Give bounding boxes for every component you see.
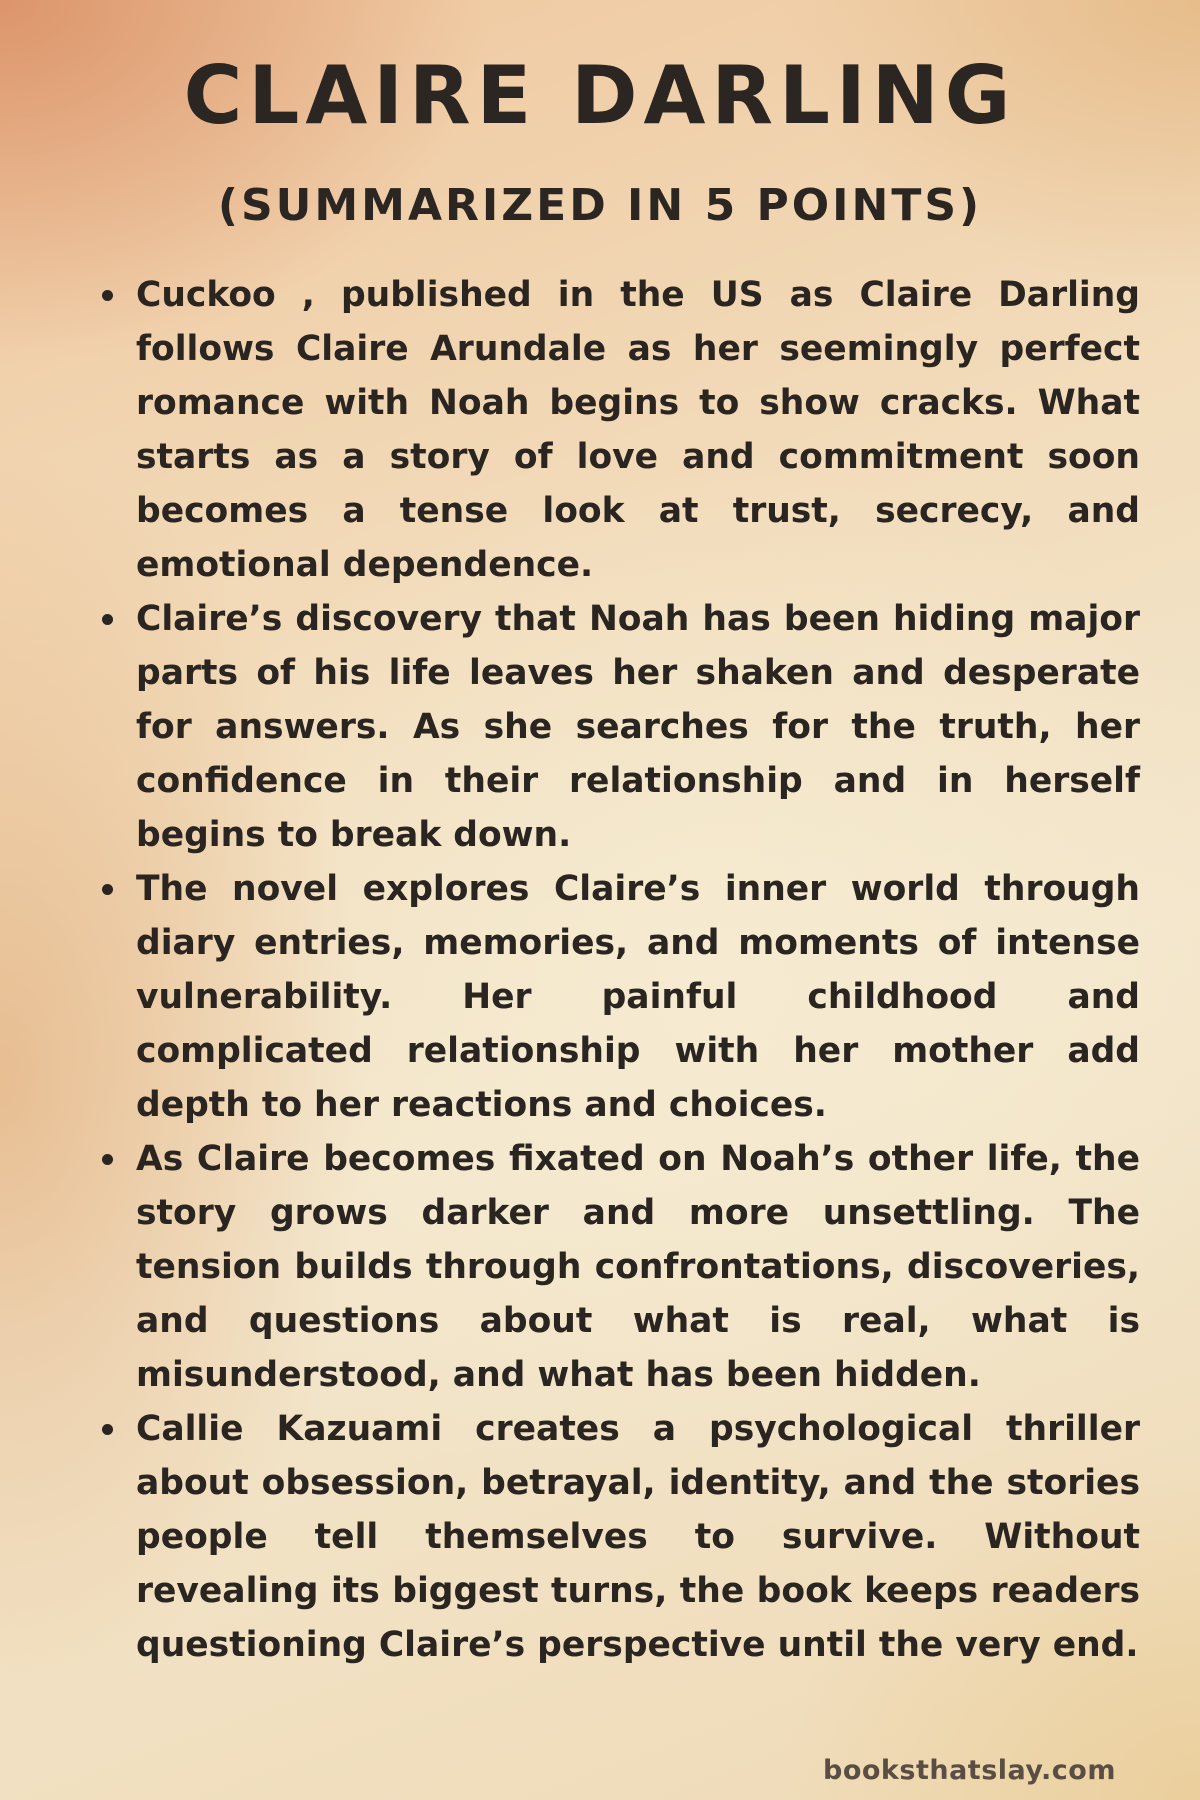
page-title: CLAIRE DARLING (183, 49, 1017, 142)
summary-point-1 (136, 268, 1140, 592)
summary-point-4 (136, 1132, 1140, 1402)
summary-point-text: Cuckoo , published in the US as Claire Darling follows Claire Arundale as her seemingly perfect romance with Noah begins to show cracks. What starts as a story of love and commitment soon becomes a tense look at trust, secrecy, and emotional dependence. (136, 275, 1140, 585)
summary-point-3 (136, 862, 1140, 1132)
summary-points-list (96, 268, 1140, 1672)
bullet-icon (102, 614, 113, 625)
summary-point-text: The novel explores Claire’s inner world through diary entries, memories, and moments of intense vulnerability. Her painful childhood and complicated relationship with her mother add depth to her reactions and choices. (136, 869, 1140, 1125)
bullet-icon (102, 290, 113, 301)
site-watermark: booksthatslay.com (823, 1755, 1116, 1786)
summary-point-text: Callie Kazuami creates a psychological thriller about obsession, betrayal, identity, and the stories people tell themselves to survive. Without revealing its biggest turns, the book keeps readers questioning Claire’s perspective until the very end. (136, 1409, 1140, 1665)
page-subtitle: (SUMMARIZED IN 5 POINTS) (217, 180, 983, 231)
summary-point-2 (136, 592, 1140, 862)
bullet-icon (102, 1424, 113, 1435)
summary-point-text: Claire’s discovery that Noah has been hiding major parts of his life leaves her shaken and desperate for answers. As she searches for the truth, her confidence in their relationship and in herself begins to break down. (136, 599, 1140, 855)
summary-point-text: As Claire becomes fixated on Noah’s other life, the story grows darker and more unsettling. The tension builds through confrontations, discoveries, and questions about what is real, what is misunderstood, and what has been hidden. (136, 1139, 1140, 1395)
summary-point-5 (136, 1402, 1140, 1672)
bullet-icon (102, 884, 113, 895)
bullet-icon (102, 1154, 113, 1165)
